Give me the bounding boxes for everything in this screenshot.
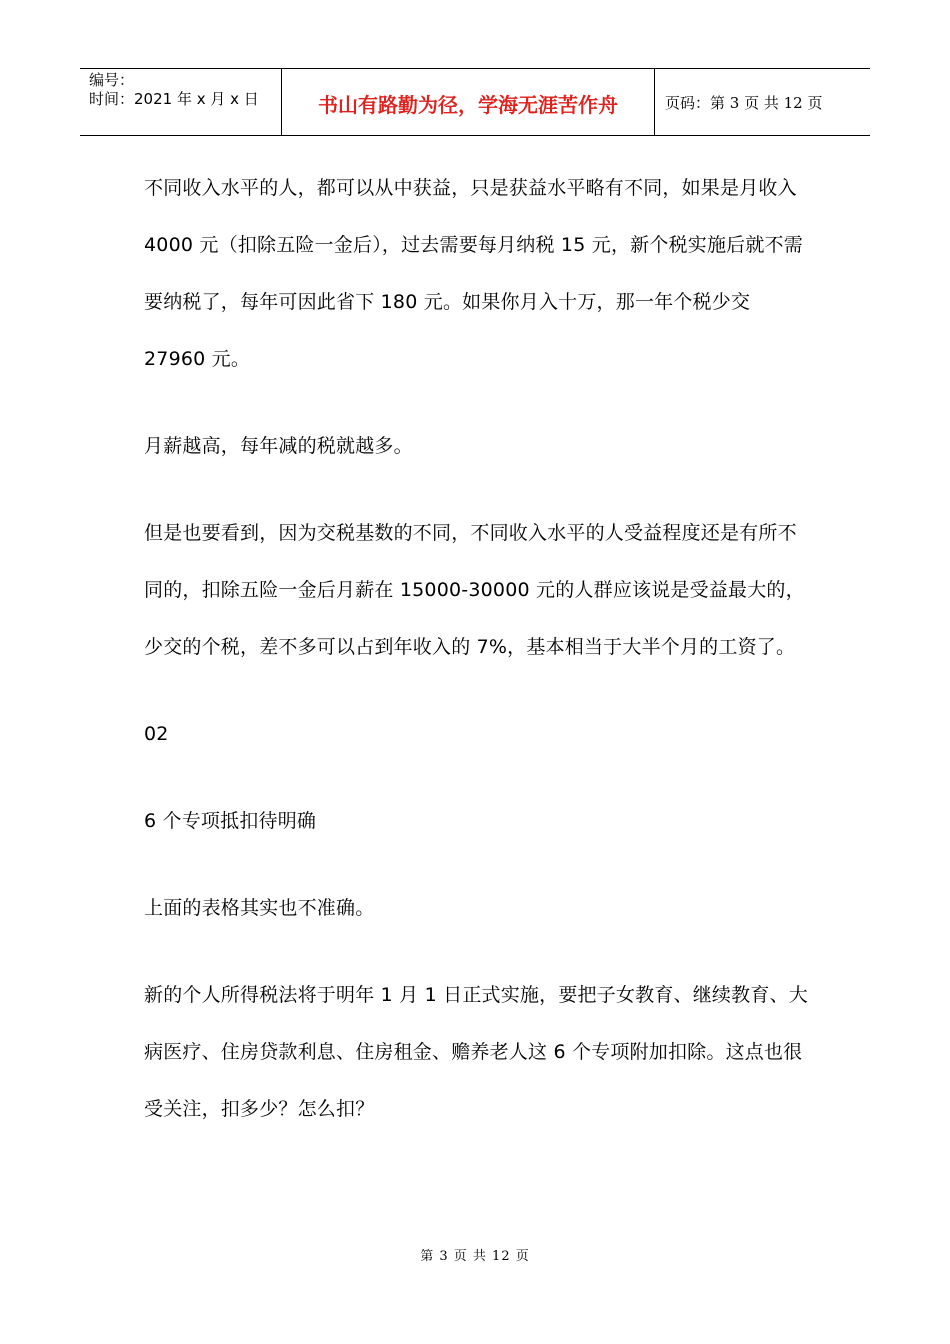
header-meta-cell xyxy=(80,69,282,135)
header-page-number: 页码：第 3 页 共 12 页 xyxy=(665,93,823,112)
body-paragraph: 上面的表格其实也不准确。 xyxy=(144,897,375,919)
section-number: 02 xyxy=(144,723,169,745)
body-paragraph: 不同收入水平的人，都可以从中获益，只是获益水平略有不同，如果是月收入 4000 元（扣除五险一金后），过去需要每月纳税 15 元，新个税实施后就不需要纳税了，每年可因此省下 180 元。如果你月入十万，那一年个税少交 27960 元。 xyxy=(144,177,803,370)
page-footer: 第 3 页 共 12 页 xyxy=(420,1249,530,1264)
document-number-label: 编号： xyxy=(89,71,135,89)
body-paragraph: 新的个人所得税法将于明年 1 月 1 日正式实施，要把子女教育、继续教育、大病医疗、住房贷款利息、住房租金、赡养老人这 6 个专项附加扣除。这点也很受关注，扣多少？怎么扣？ xyxy=(144,984,808,1120)
body-paragraph: 月薪越高，每年减的税就越多。 xyxy=(144,435,413,457)
body-paragraph: 但是也要看到，因为交税基数的不同，不同收入水平的人受益程度还是有所不同的，扣除五险一金后月薪在 15000-30000 元的人群应该说是受益最大的，少交的个税，差不多可以占到年收入的 7%，基本相当于大半个月的工资了。 xyxy=(144,522,805,658)
document-body xyxy=(144,160,814,1138)
page-header xyxy=(80,68,870,136)
header-motto: 书山有路勤为径，学海无涯苦作舟 xyxy=(282,69,655,135)
document-date-label: 时间：2021 年 x 月 x 日 xyxy=(89,90,259,108)
section-heading: 6 个专项抵扣待明确 xyxy=(144,810,317,832)
